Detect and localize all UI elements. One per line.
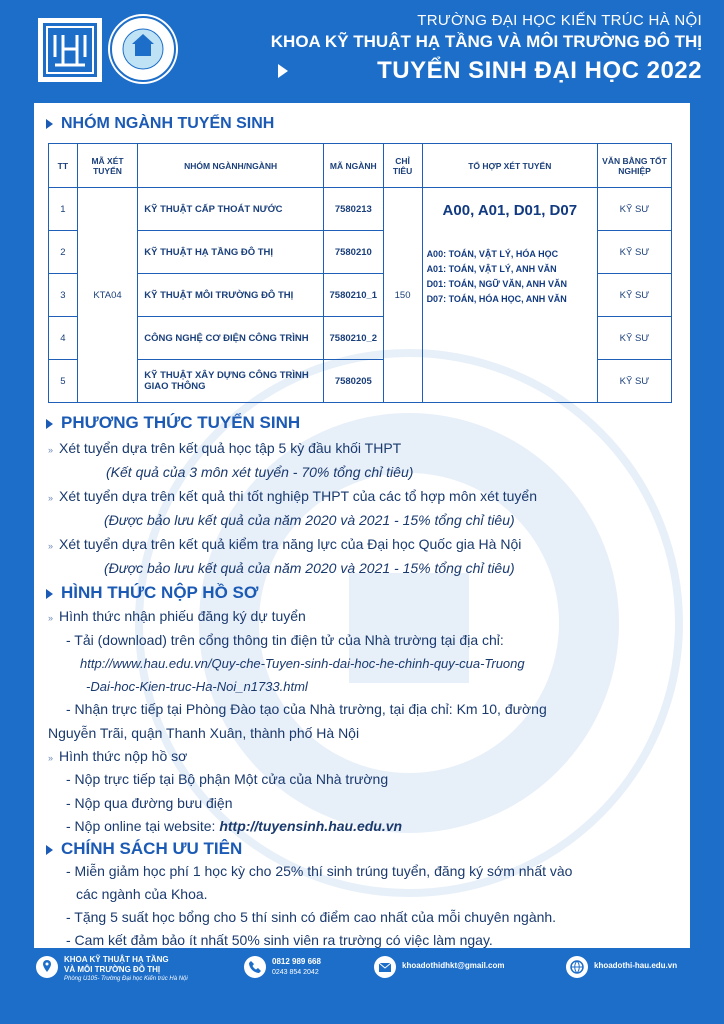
- policy-heading: CHÍNH SÁCH ƯU TIÊN: [46, 839, 242, 859]
- policy-line: các ngành của Khoa.: [76, 886, 208, 902]
- footer-org-1: KHOA KỸ THUẬT HẠ TẦNG: [64, 955, 169, 964]
- table-row: 3 KỸ THUẬT MÔI TRƯỜNG ĐÔ THỊ 7580210_1 KỸ SƯ: [49, 274, 672, 317]
- phone-number[interactable]: 0812 989 668: [272, 957, 321, 966]
- email-icon: [374, 956, 396, 978]
- col-combination: TỔ HỢP XÉT TUYỂN: [422, 144, 598, 188]
- phone-icon: [244, 956, 266, 978]
- combination-cell: [422, 188, 598, 403]
- faculty-name: KHOA KỸ THUẬT HẠ TẦNG VÀ MÔI TRƯỜNG ĐÔ THỊ: [270, 32, 702, 51]
- major-code: 7580210: [324, 231, 384, 274]
- method-note: (Được bảo lưu kết quả của năm 2020 và 2021 - 15% tổng chỉ tiêu): [104, 560, 515, 576]
- arrow-icon: [46, 589, 53, 599]
- chevron-icon: »: [48, 493, 54, 503]
- major-code: 7580205: [324, 360, 384, 403]
- receive-direct-1: - Nhận trực tiếp tại Phòng Đào tạo của Nhà trường, tại địa chỉ: Km 10, đường: [66, 701, 547, 717]
- website-link[interactable]: khoadothi-hau.edu.vn: [594, 961, 678, 970]
- method-item: » Xét tuyển dựa trên kết quả kiểm tra năng lực của Đại học Quốc gia Hà Nội: [48, 536, 522, 552]
- faculty-logo: [108, 14, 178, 84]
- col-admission-code: MÃ XÉT TUYỂN: [77, 144, 138, 188]
- degree: KỸ SƯ: [598, 274, 672, 317]
- quota: 150: [383, 188, 422, 403]
- major-code: 7580210_1: [324, 274, 384, 317]
- receive-download: - Tải (download) trên cổng thông tin điện tử của Nhà trường tại địa chỉ:: [66, 632, 504, 648]
- policy-line: - Cam kết đảm bảo ít nhất 50% sinh viên ra trường có việc làm ngay.: [66, 932, 493, 948]
- footer: [30, 950, 700, 990]
- poster-title: TUYỂN SINH ĐẠI HỌC 2022: [377, 57, 702, 84]
- email-address[interactable]: khoadothidhkt@gmail.com: [402, 961, 505, 970]
- policy-line: - Tặng 5 suất học bổng cho 5 thí sinh có điểm cao nhất của mỗi chuyên ngành.: [66, 909, 557, 925]
- submission-heading: HÌNH THỨC NỘP HỒ SƠ: [46, 583, 258, 603]
- phone-number-2[interactable]: 0243 854 2042: [272, 969, 319, 976]
- col-tt: TT: [49, 144, 78, 188]
- footer-org-2: VÀ MÔI TRƯỜNG ĐÔ THỊ: [64, 965, 161, 974]
- policy-line: - Miễn giảm học phí 1 học kỳ cho 25% thí sinh trúng tuyển, đăng ký sớm nhất vào: [66, 863, 573, 879]
- globe-icon: [566, 956, 588, 978]
- arrow-icon: [46, 419, 53, 429]
- col-major-group: NHÓM NGÀNH/NGÀNH: [138, 144, 324, 188]
- method-note: (Được bảo lưu kết quả của năm 2020 và 2021 - 15% tổng chỉ tiêu): [104, 512, 515, 528]
- major-code: 7580213: [324, 188, 384, 231]
- receive-title: » Hình thức nhận phiếu đăng ký dự tuyển: [48, 608, 306, 624]
- footer-address: Phòng U105- Trường Đại học Kiến trúc Hà Nội: [64, 976, 188, 982]
- submit-method: - Nộp trực tiếp tại Bộ phận Một cửa của Nhà trường: [66, 771, 389, 787]
- majors-heading: NHÓM NGÀNH TUYỂN SINH: [46, 115, 274, 133]
- arrow-icon: [46, 119, 53, 129]
- table-header-row: [49, 144, 672, 188]
- method-item: » Xét tuyển dựa trên kết quả thi tốt nghiệp THPT của các tổ hợp môn xét tuyển: [48, 488, 537, 504]
- methods-heading: PHƯƠNG THỨC TUYỂN SINH: [46, 413, 300, 433]
- registration-url-1[interactable]: http://www.hau.edu.vn/Quy-che-Tuyen-sinh-dai-hoc-he-chinh-quy-cua-Truong: [80, 656, 525, 671]
- submit-method: - Nộp online tại website: http://tuyensinh.hau.edu.vn: [66, 818, 403, 834]
- degree: KỸ SƯ: [598, 317, 672, 360]
- combination-title: A00, A01, D01, D07: [442, 202, 578, 219]
- major-name: KỸ THUẬT HẠ TẦNG ĐÔ THỊ: [138, 231, 324, 274]
- admission-website-link[interactable]: http://tuyensinh.hau.edu.vn: [219, 818, 403, 834]
- majors-table: [48, 143, 672, 403]
- admission-code: KTA04: [77, 188, 138, 403]
- registration-url-2[interactable]: -Dai-hoc-Kien-truc-Ha-Noi_n1733.html: [86, 679, 308, 694]
- major-name: KỸ THUẬT CẤP THOÁT NƯỚC: [138, 188, 324, 231]
- chevron-icon: »: [48, 445, 54, 455]
- major-name: CÔNG NGHỆ CƠ ĐIỆN CÔNG TRÌNH: [138, 317, 324, 360]
- table-row: 5 KỸ THUẬT XÂY DỰNG CÔNG TRÌNH GIAO THÔNG 7580205 KỸ SƯ: [49, 360, 672, 403]
- degree: KỸ SƯ: [598, 188, 672, 231]
- content-panel: [34, 103, 690, 948]
- major-code: 7580210_2: [324, 317, 384, 360]
- degree: KỸ SƯ: [598, 360, 672, 403]
- table-row: 2 KỸ THUẬT HẠ TẦNG ĐÔ THỊ 7580210 KỸ SƯ: [49, 231, 672, 274]
- col-quota: CHỈ TIÊU: [383, 144, 422, 188]
- degree: KỸ SƯ: [598, 231, 672, 274]
- submit-title: » Hình thức nộp hồ sơ: [48, 748, 188, 764]
- arrow-icon: [46, 845, 53, 855]
- chevron-icon: »: [48, 541, 54, 551]
- method-item: » Xét tuyển dựa trên kết quả học tập 5 kỳ đầu khối THPT: [48, 440, 402, 456]
- major-name: KỸ THUẬT MÔI TRƯỜNG ĐÔ THỊ: [138, 274, 324, 317]
- university-logo: [38, 18, 102, 82]
- receive-direct-2: Nguyễn Trãi, quận Thanh Xuân, thành phố Hà Nội: [48, 725, 360, 741]
- col-degree: VĂN BẰNG TỐT NGHIỆP: [598, 144, 672, 188]
- chevron-icon: »: [48, 613, 54, 623]
- method-note: (Kết quả của 3 môn xét tuyển - 70% tổng chỉ tiêu): [106, 464, 414, 480]
- table-row: 1 KTA04 KỸ THUẬT CẤP THOÁT NƯỚC 7580213 150 A00, A01, D01, D07 A00: TOÁN, VẬT LÝ, HÓA HỌC A01: TOÁN, VẬT LÝ, ANH VĂN D01: TOÁN, NGỮ VĂN, ANH VĂN D07: TOÁN, HÓA HỌC, ANH VĂN KỸ SƯ: [49, 188, 672, 231]
- submit-method: - Nộp qua đường bưu điện: [66, 795, 233, 811]
- title-arrow-icon: [278, 64, 288, 78]
- university-name: TRƯỜNG ĐẠI HỌC KIẾN TRÚC HÀ NỘI: [417, 12, 702, 29]
- chevron-icon: »: [48, 753, 54, 763]
- major-name: KỸ THUẬT XÂY DỰNG CÔNG TRÌNH GIAO THÔNG: [138, 360, 324, 403]
- combination-list: A00: TOÁN, VẬT LÝ, HÓA HỌC A01: TOÁN, VẬT LÝ, ANH VĂN D01: TOÁN, NGỮ VĂN, ANH VĂN D07: TOÁN, HÓA HỌC, ANH VĂN: [426, 249, 568, 304]
- location-icon: [36, 956, 58, 978]
- table-row: 4 CÔNG NGHỆ CƠ ĐIỆN CÔNG TRÌNH 7580210_2 KỸ SƯ: [49, 317, 672, 360]
- col-major-code: MÃ NGÀNH: [324, 144, 384, 188]
